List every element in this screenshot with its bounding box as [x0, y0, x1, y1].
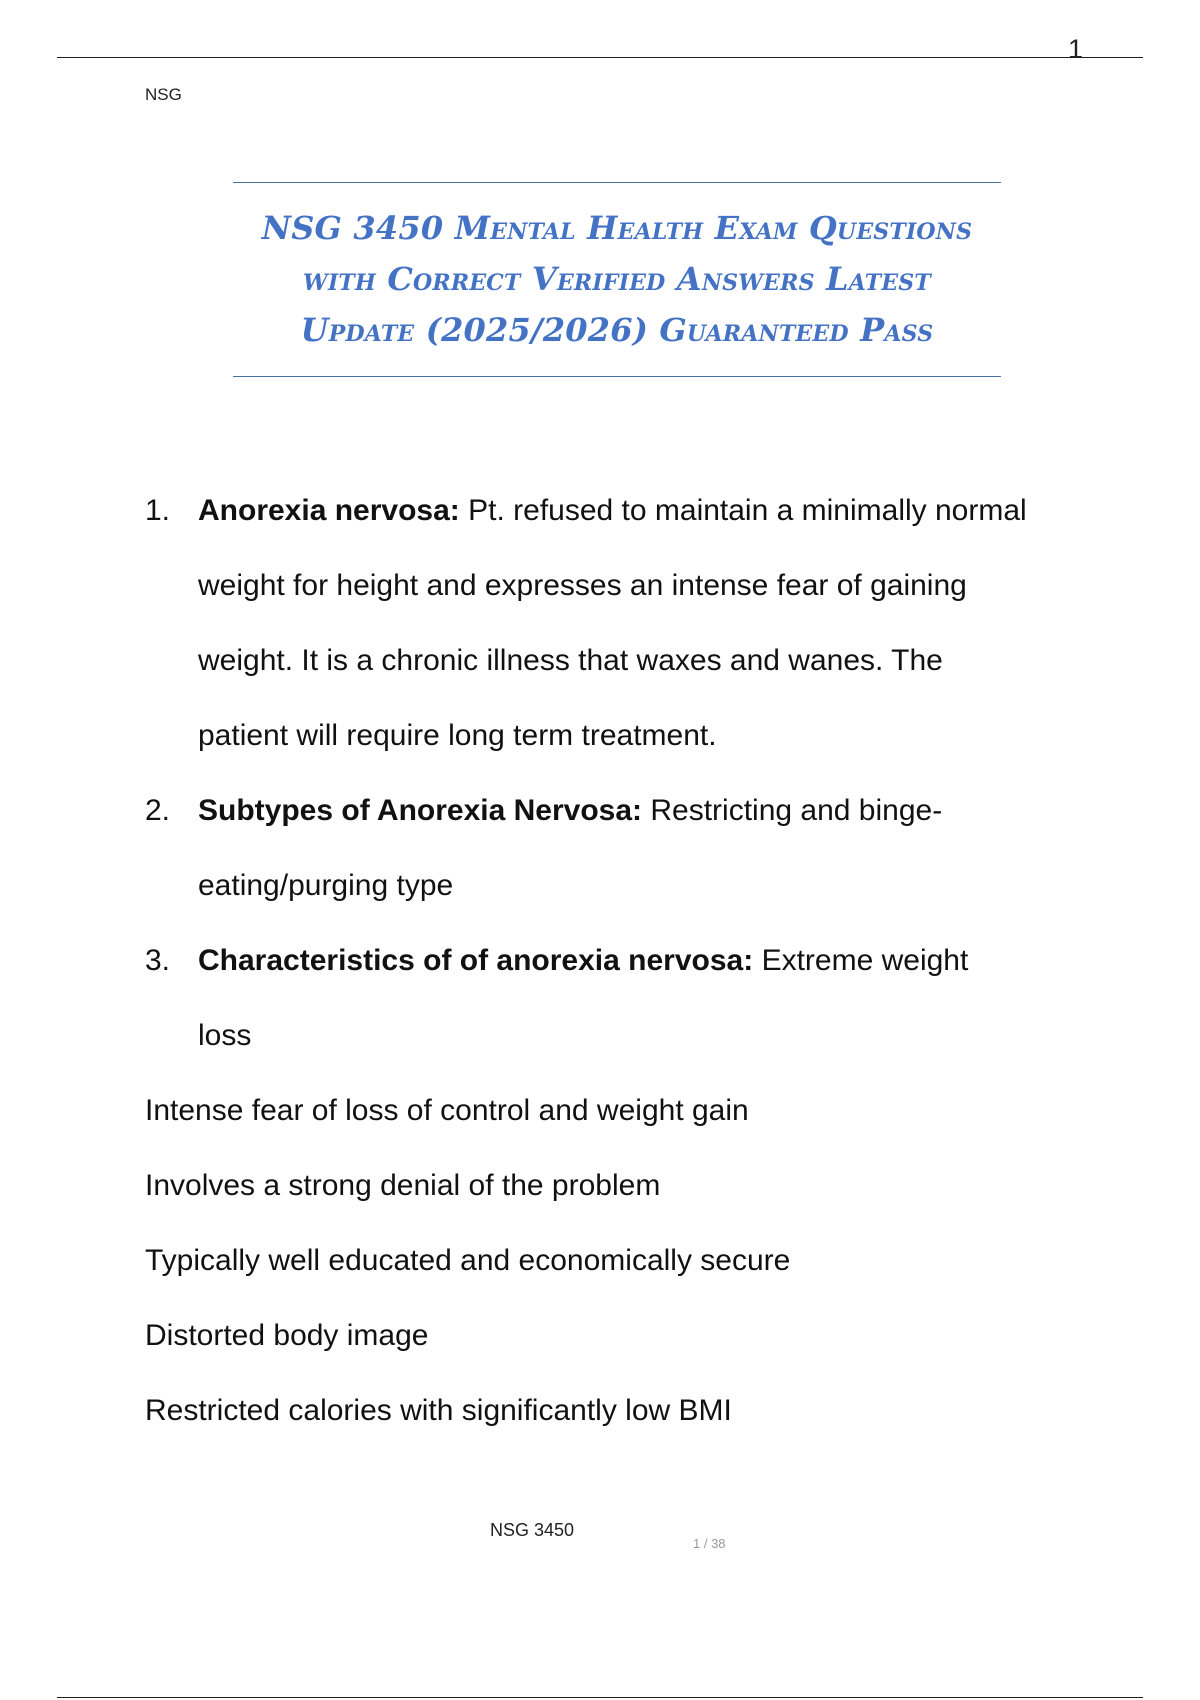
header-rule: [57, 57, 1143, 58]
footer-label: NSG 3450: [490, 1520, 575, 1540]
body-line: Distorted body image: [145, 1319, 429, 1352]
body-line: Intense fear of loss of control and weight gain: [145, 1094, 749, 1127]
list-item-definition: eating/purging type: [198, 869, 454, 902]
list-item-definition: weight for height and expresses an intense fear of gaining: [198, 569, 967, 602]
list-item-definition: Pt. refused to maintain a minimally normal: [468, 494, 1027, 527]
body-line: Restricted calories with significantly low BMI: [145, 1394, 732, 1427]
body-line: Typically well educated and economically secure: [145, 1244, 791, 1277]
title-line-1: NSG 3450 Mental Health Exam Questions: [261, 209, 973, 247]
footer-rule: [57, 1697, 1143, 1698]
title-line-2: with Correct Verified Answers Latest: [303, 260, 931, 298]
page-number: 1: [1068, 34, 1084, 64]
list-item-number: 2.: [145, 794, 171, 827]
list-item-definition: Restricting and binge-: [650, 794, 943, 827]
body-line: Involves a strong denial of the problem: [145, 1169, 661, 1202]
list-item-number: 3.: [145, 944, 171, 977]
list-item-definition: Extreme weight: [761, 944, 969, 977]
document-title: [233, 182, 1001, 377]
list-item: [145, 923, 1105, 1073]
list-item-term: Anorexia nervosa:: [198, 494, 460, 527]
document-body: [145, 473, 1105, 1448]
title-line-3: Update (2025/2026) Guaranteed Pass: [300, 311, 934, 349]
list-item-definition: loss: [198, 1019, 252, 1052]
list-item-line: [198, 923, 1105, 998]
page-indicator: 1 / 38: [693, 1536, 726, 1551]
list-item-definition: patient will require long term treatment.: [198, 719, 717, 752]
list-item-number: 1.: [145, 494, 171, 527]
list-item: [145, 473, 1105, 773]
list-item-term: Characteristics of of anorexia nervosa:: [198, 944, 754, 977]
list-item-line: [198, 773, 1105, 848]
list-item-line: [198, 473, 1105, 548]
list-item-definition: weight. It is a chronic illness that waxes and wanes. The: [198, 644, 943, 677]
list-item-term: Subtypes of Anorexia Nervosa:: [198, 794, 643, 827]
header-label: NSG: [145, 85, 182, 104]
list-item: [145, 773, 1105, 923]
